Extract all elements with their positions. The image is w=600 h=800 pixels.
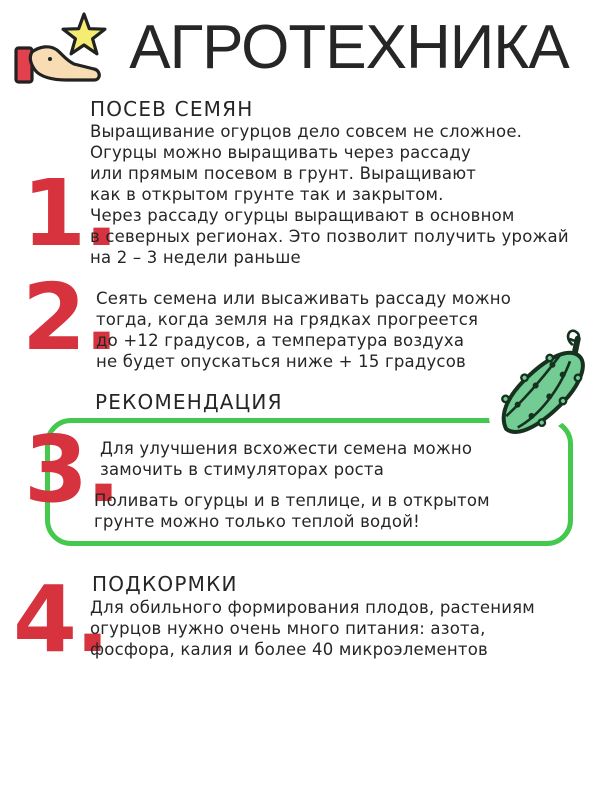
heading-recommendation: РЕКОМЕНДАЦИЯ [95, 390, 283, 414]
text-feeding [90, 597, 535, 660]
section-number-3: 3. [24, 416, 119, 523]
text-line: огурцов нужно очень много питания: азота, [90, 619, 486, 638]
hand-star-svg [8, 6, 108, 96]
cucumber-svg [477, 327, 600, 457]
text-line: на 2 – 3 недели раньше [90, 248, 301, 267]
heading-sowing: ПОСЕВ СЕМЯН [90, 97, 254, 121]
text-line: Для обильного формирования плодов, растениям [90, 598, 535, 617]
text-line: не будет опускаться ниже + 15 градусов [96, 352, 466, 371]
text-line: тогда, когда земля на грядках прогреется [96, 310, 479, 329]
text-line: Через рассаду огурцы выращивают в основном [90, 206, 515, 225]
text-line: Сеять семена или высаживать рассаду можно [96, 289, 512, 308]
section-number-2: 2. [22, 264, 117, 371]
text-sowing [90, 121, 569, 268]
recommendation-tip-1 [100, 438, 472, 480]
text-line: Огурцы можно выращивать через рассаду [90, 143, 471, 162]
section-number-4: 4. [13, 566, 108, 673]
section-number-1: 1. [22, 160, 117, 267]
text-timing [96, 288, 511, 372]
heading-feeding: ПОДКОРМКИ [92, 572, 238, 596]
hand-star-icon [8, 6, 108, 96]
text-line: Поливать огурцы и в теплице, и в открытом [94, 491, 490, 510]
recommendation-tip-2 [94, 490, 490, 532]
text-line: грунте можно только теплой водой! [94, 512, 420, 531]
text-line: до +12 градусов, а температура воздуха [96, 331, 465, 350]
page-title: АГРОТЕХНИКА [129, 13, 569, 82]
text-line: замочить в стимуляторах роста [100, 460, 385, 479]
text-line: в северных регионах. Это позволит получить урожай [90, 227, 569, 246]
text-line: или прямым посевом в грунт. Выращивают [90, 164, 477, 183]
text-line: Для улучшения всхожести семена можно [100, 439, 473, 458]
text-line: как в открытом грунте так и закрытом. [90, 185, 444, 204]
cucumber-icon [477, 327, 600, 457]
text-line: фосфора, калия и более 40 микроэлементов [90, 640, 488, 659]
text-line: Выращивание огурцов дело совсем не сложное. [90, 122, 523, 141]
